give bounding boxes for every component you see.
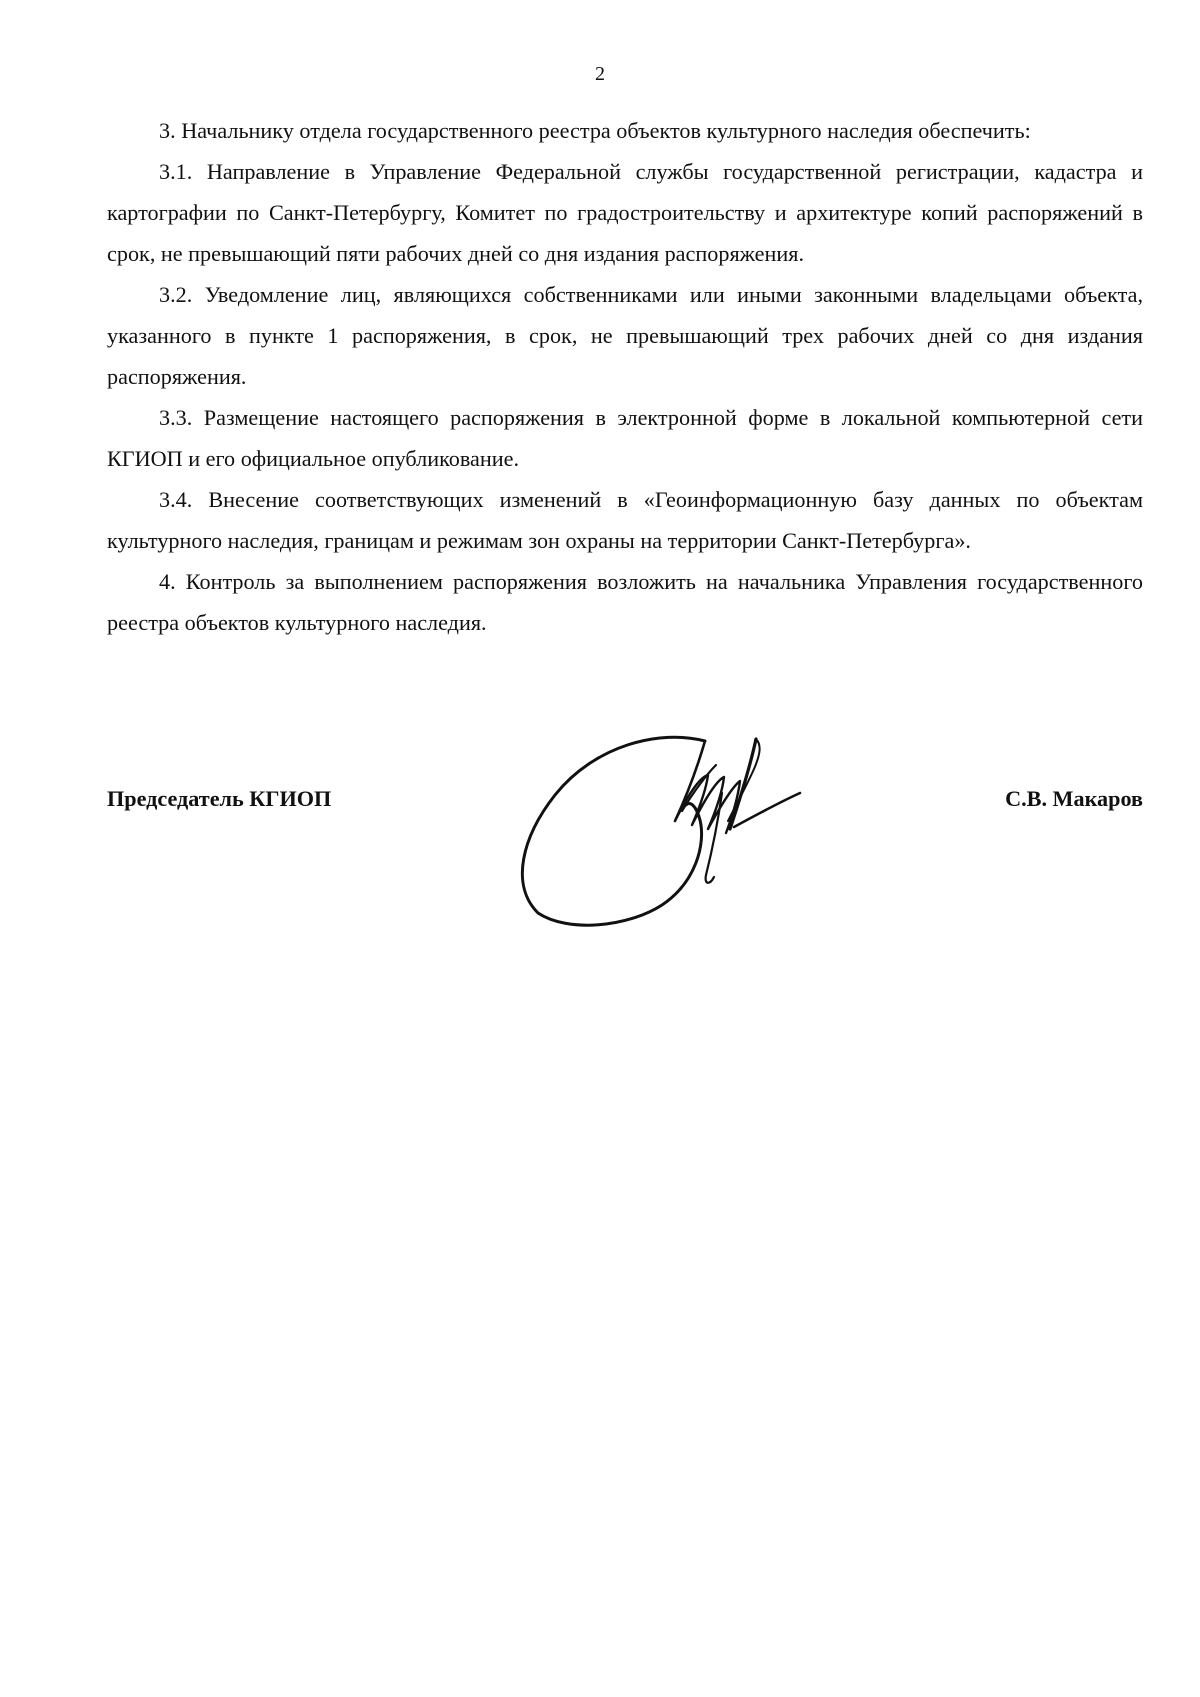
signatory-title: Председатель КГИОП <box>107 786 332 811</box>
page-number: 2 <box>595 63 605 85</box>
handwritten-signature <box>510 725 840 930</box>
paragraph-3-4: 3.4. Внесение соответствующих изменений в «Геоинформационную базу данных по объектам культурного наследия, границам и режимам зон охраны на территории Санкт-Петербурга». <box>107 487 1143 553</box>
paragraph-4: 4. Контроль за выполнением распоряжения возложить на начальника Управления государственного реестра объектов культурного наследия. <box>107 569 1143 635</box>
paragraph-3-1: 3.1. Направление в Управление Федеральной службы государственной регистрации, кадастра и картографии по Санкт-Петербургу, Комитет по градостроительству и архитектуре копий распоряжений в срок, не превышающий пяти рабочих дней со дня издания распоряжения. <box>107 159 1143 266</box>
document-body <box>107 110 1143 643</box>
paragraph-3-3: 3.3. Размещение настоящего распоряжения в электронной форме в локальной компьютерной сети КГИОП и его официальное опубликование. <box>107 405 1143 471</box>
paragraph-3: 3. Начальнику отдела государственного реестра объектов культурного наследия обеспечить: <box>159 118 1031 143</box>
paragraph-3-2: 3.2. Уведомление лиц, являющихся собственниками или иными законными владельцами объекта, указанного в пункте 1 распоряжения, в срок, не превышающий трех рабочих дней со дня издания распоряжения. <box>107 282 1143 389</box>
signatory-name: С.В. Макаров <box>1005 786 1143 811</box>
